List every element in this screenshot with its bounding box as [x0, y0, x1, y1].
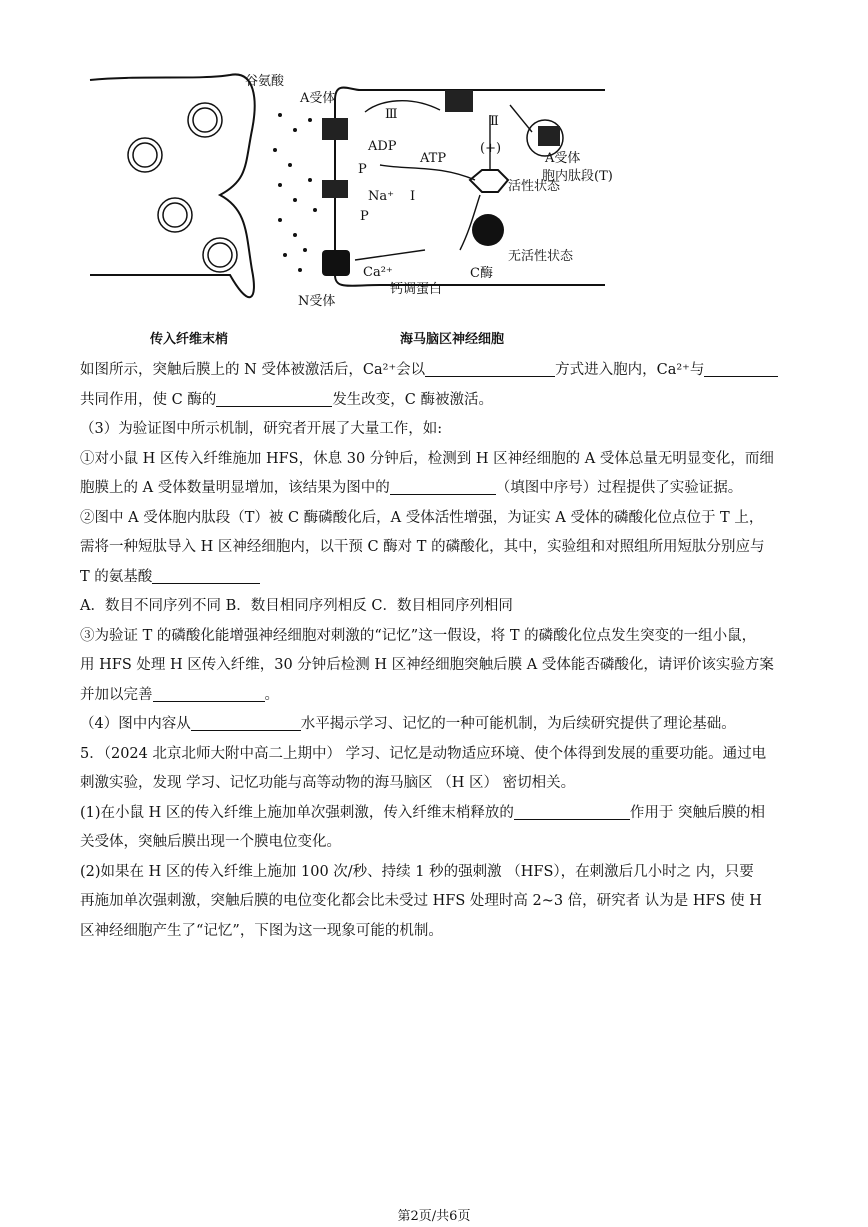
blank-ca-mode[interactable]: [425, 360, 555, 377]
label-afferent-terminal: 传入纤维末梢: [150, 332, 229, 347]
line-17: 关受体，突触后膜出现一个膜电位变化。: [80, 834, 341, 850]
line-18: (2)如果在 H 区的传入纤维上施加 100 次/秒、持续 1 秒的强刺激 （HFS），在刺激后几小时之 内，只要: [80, 863, 754, 880]
line-15: 刺激实验，发现 学习、记忆功能与高等动物的海马脑区 （H 区） 密切相关。: [80, 775, 576, 791]
label-active-state: 活性状态: [508, 179, 561, 194]
line-16: (1)在小鼠 H 区的传入纤维上施加单次强刺激，传入纤维末梢释放的 作用于 突触后膜的相: [80, 804, 766, 821]
label-a-receptor-right: A受体: [545, 151, 581, 166]
blank-c-enzyme-change[interactable]: [216, 390, 332, 407]
synapse-diagram: [80, 70, 620, 360]
line-6: ②图中 A 受体胞内肽段（T）被 C 酶磷酸化后，A 受体活性增强，为证实 A 受体的磷酸化位点位于 T 上，: [80, 509, 764, 526]
blank-ca-partner[interactable]: [704, 360, 778, 377]
line-10: ③为验证 T 的磷酸化能增强神经细胞对刺激的“记忆”这一假设，将 T 的磷酸化位点发生突变的一组小鼠，: [80, 627, 757, 644]
label-p2: P: [360, 209, 369, 224]
line-4: ①对小鼠 H 区传入纤维施加 HFS，休息 30 分钟后，检测到 H 区神经细胞的 A 受体总量无明显变化，而细: [80, 450, 774, 467]
label-ca: Ca²⁺: [363, 265, 393, 280]
label-inactive-state: 无活性状态: [508, 249, 574, 264]
label-glutamate: 谷氨酸: [245, 74, 285, 89]
blank-evaluation[interactable]: [153, 685, 265, 702]
blank-process-number[interactable]: [390, 478, 496, 495]
line-2: 共同作用，使 C 酶的 发生改变，C 酶被激活。: [80, 391, 494, 408]
label-a-receptor-top: A受体: [300, 91, 336, 106]
label-atp: ATP: [420, 151, 447, 166]
blank-transmitter[interactable]: [514, 803, 630, 820]
label-roman-1: Ⅰ: [410, 189, 416, 204]
line-7: 需将一种短肽导入 H 区神经细胞内，以干预 C 酶对 T 的磷酸化，其中，实验组和对照组所用短肽分别应与: [80, 539, 765, 555]
page-footer: 第2页/共6页: [397, 1209, 471, 1224]
options-line: A．数目不同序列不同 B．数目相同序列相反 C．数目相同序列相同: [80, 598, 513, 614]
line-14: 5．（2024 北京北师大附中高二上期中） 学习、记忆是动物适应环境、使个体得到发展的重要功能。通过电: [80, 745, 767, 762]
label-na: Na⁺: [368, 189, 394, 204]
line-11: 用 HFS 处理 H 区传入纤维，30 分钟后检测 H 区神经细胞突触后膜 A 受体能否磷酸化，请评价该实验方案: [80, 657, 774, 673]
synapse-drawing: [80, 70, 620, 360]
line-8: T 的氨基酸: [80, 563, 792, 593]
label-p1: P: [358, 162, 367, 177]
label-c-enzyme: C酶: [470, 266, 493, 281]
line-12: 并加以完善 。: [80, 686, 279, 703]
label-adp: ADP: [368, 139, 397, 154]
blank-amino-acid[interactable]: [152, 567, 260, 584]
line-20: 区神经细胞产生了“记忆”，下图为这一现象可能的机制。: [80, 922, 443, 939]
label-roman-3: Ⅲ: [385, 107, 398, 122]
line-1: 如图所示，突触后膜上的 N 受体被激活后，Ca²⁺会以 方式进入胞内，Ca²⁺与: [80, 356, 792, 386]
label-plus: (+): [480, 141, 502, 156]
label-roman-2: Ⅱ: [490, 114, 499, 129]
line-13: （4）图中内容从 水平揭示学习、记忆的一种可能机制，为后续研究提供了理论基础。: [80, 716, 736, 732]
label-calmodulin: 钙调蛋白: [390, 282, 443, 297]
line-19: 再施加单次强刺激，突触后膜的电位变化都会比未受过 HFS 处理时高 2~3 倍，研究者 认为是 HFS 使 H: [80, 893, 762, 909]
question-text: [80, 356, 792, 946]
line-5: 胞膜上的 A 受体数量明显增加，该结果为图中的 （填图中序号）过程提供了实验证据。: [80, 480, 743, 496]
label-n-receptor: N受体: [298, 294, 336, 309]
label-hippocampus-neuron: 海马脑区神经细胞: [400, 332, 505, 347]
label-intracellular-t: 胞内肽段(T): [542, 169, 613, 184]
line-3: （3）为验证图中所示机制，研究者开展了大量工作，如:: [80, 421, 443, 437]
blank-level[interactable]: [191, 714, 301, 731]
